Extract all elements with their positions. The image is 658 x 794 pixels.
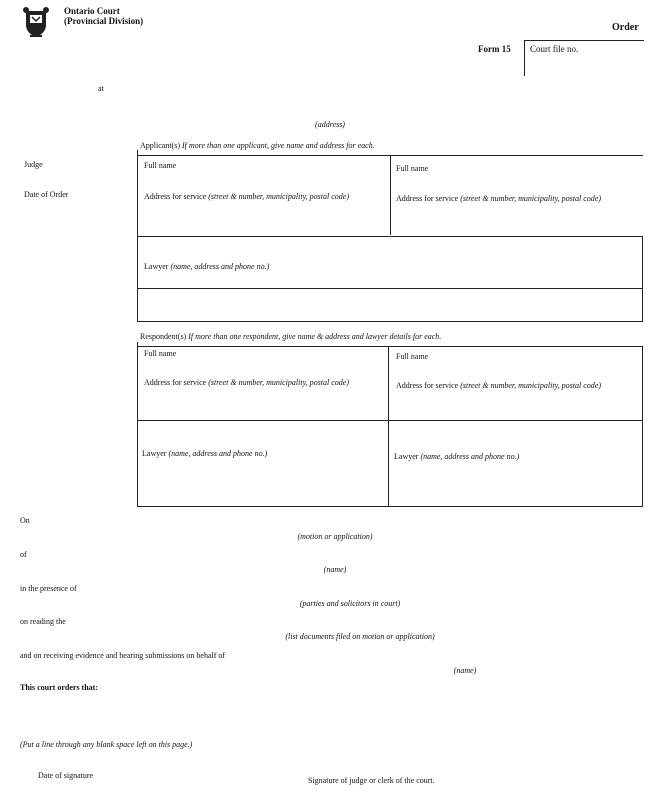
evidence-caption: (name) (453, 666, 477, 675)
applicants-heading-label: Applicant(s) (140, 141, 180, 150)
applicant-address-field-1[interactable] (154, 227, 382, 229)
applicant-name-label: Full name (144, 161, 177, 170)
date-of-order-field-b[interactable] (76, 226, 126, 228)
reading-field[interactable] (80, 627, 640, 629)
court-location-field-1[interactable] (108, 95, 552, 97)
applicants-lawyer-mid-rule (137, 288, 643, 289)
respondent-address-note-2: (street & number, municipality, postal code) (460, 381, 601, 390)
court-file-label: Court file no. (530, 44, 579, 54)
respondents-top-rule (137, 346, 643, 347)
applicants-right-rule (642, 236, 643, 322)
respondent-lawyer-block-2 (394, 452, 519, 461)
respondents-left-rule (137, 342, 138, 506)
date-of-signature-label: Date of signature (38, 771, 94, 780)
address-caption: (address) (315, 120, 345, 129)
respondent-name-label: Full name (144, 349, 177, 358)
respondents-lawyer-rule (137, 420, 643, 421)
evidence-field[interactable] (292, 661, 640, 663)
judge-label: Judge (24, 160, 43, 169)
respondent-lawyer-field-2[interactable] (400, 478, 638, 480)
respondent-lawyer-block (142, 449, 267, 458)
date-of-signature-field[interactable] (20, 767, 142, 769)
court-file-number-field[interactable] (596, 73, 634, 75)
respondent-lawyer-label-2: Lawyer (394, 452, 419, 461)
orders-heading: This court orders that: (20, 683, 98, 692)
respondent-lawyer-label: Lawyer (142, 449, 167, 458)
court-file-box-top (524, 40, 644, 41)
judge-field[interactable] (70, 184, 126, 186)
document-title: Order (612, 22, 639, 33)
respondent-lawyer-field-4[interactable] (400, 503, 638, 505)
respondent-lawyer-field-3[interactable] (150, 503, 380, 505)
applicant-name-field-2[interactable] (436, 190, 642, 192)
applicant-address-label-block-2 (396, 194, 626, 204)
presence-label: in the presence of (20, 584, 77, 593)
blank-space-note: (Put a line through any blank space left on this page.) (20, 740, 193, 749)
presence-field[interactable] (96, 594, 640, 596)
applicant-lawyer-block (144, 262, 269, 271)
applicant-address-label: Address for service (144, 192, 207, 201)
respondents-bottom-rule (137, 506, 643, 507)
evidence-label: and on receiving evidence and hearing submissions on behalf of (20, 651, 226, 660)
respondents-heading (140, 332, 441, 341)
of-name-field[interactable] (32, 559, 640, 561)
respondent-name-field-2[interactable] (440, 372, 638, 374)
respondent-lawyer-note-2: (name, address and phone no.) (420, 452, 520, 461)
respondents-heading-note: If more than one respondent, give name & address and lawyer details for each. (188, 332, 442, 341)
applicant-lawyer-field-2[interactable] (150, 316, 628, 318)
applicant-address-label-block (144, 192, 374, 202)
respondent-address-label-2: Address for service (396, 381, 459, 390)
respondent-lawyer-field-1[interactable] (150, 476, 380, 478)
respondent-lawyer-prefield-2[interactable] (400, 446, 638, 448)
reading-caption: (list documents filed on motion or application) (285, 632, 435, 641)
court-location-field-2[interactable] (108, 114, 552, 116)
respondent-address-field-1[interactable] (150, 413, 382, 415)
applicant-lawyer-field-1[interactable] (300, 262, 638, 264)
respondent-lawyer-note: (name, address and phone no.) (168, 449, 268, 458)
applicant-name-field-1[interactable] (232, 187, 384, 189)
form-number: Form 15 (478, 44, 511, 54)
signature-field[interactable] (296, 772, 640, 774)
date-of-order-field-a[interactable] (22, 226, 34, 228)
applicant-address-note: (street & number, municipality, postal code) (208, 192, 349, 201)
respondent-lawyer-prefield-1[interactable] (150, 444, 380, 446)
respondent-address-note: (street & number, municipality, postal code) (208, 378, 349, 387)
applicants-heading-note: If more than one applicant, give name and address for each. (182, 141, 375, 150)
of-name-caption: (name) (323, 565, 347, 574)
applicants-mid-rule (390, 155, 391, 235)
on-label: On (20, 516, 30, 525)
court-name: Ontario Court (64, 6, 120, 16)
applicant-address-field-2[interactable] (400, 231, 638, 233)
applicant-name-label-2: Full name (396, 164, 429, 173)
respondent-name-label-2: Full name (396, 352, 429, 361)
respondent-address-label-block (144, 378, 374, 388)
court-file-box-left (524, 40, 525, 76)
of-label: of (20, 550, 27, 559)
applicant-lawyer-note: (name, address and phone no.) (170, 262, 270, 271)
applicant-address-label-2: Address for service (396, 194, 459, 203)
applicant-address-note-2: (street & number, municipality, postal code) (460, 194, 601, 203)
respondent-name-field-1[interactable] (190, 370, 382, 372)
court-division: (Provincial Division) (64, 16, 144, 26)
respondents-heading-label: Respondent(s) (140, 332, 187, 341)
ontario-crest-icon (22, 5, 50, 39)
at-label: at (98, 84, 104, 93)
applicant-lawyer-label: Lawyer (144, 262, 169, 271)
applicants-lawyer-rule (137, 236, 643, 237)
respondent-address-label: Address for service (144, 378, 207, 387)
date-of-order-label: Date of Order (24, 190, 69, 199)
motion-caption: (motion or application) (297, 532, 373, 541)
motion-field[interactable] (34, 526, 640, 528)
applicants-heading (140, 141, 375, 150)
order-text-area[interactable] (20, 696, 640, 738)
respondents-right-rule (642, 346, 643, 506)
presence-caption: (parties and solicitors in court) (299, 599, 401, 608)
reading-label: on reading the (20, 617, 66, 626)
signature-label: Signature of judge or clerk of the court. (308, 776, 435, 785)
respondents-mid-rule (388, 346, 389, 506)
applicants-bottom-rule (137, 321, 643, 322)
respondent-address-label-block-2 (396, 381, 632, 391)
